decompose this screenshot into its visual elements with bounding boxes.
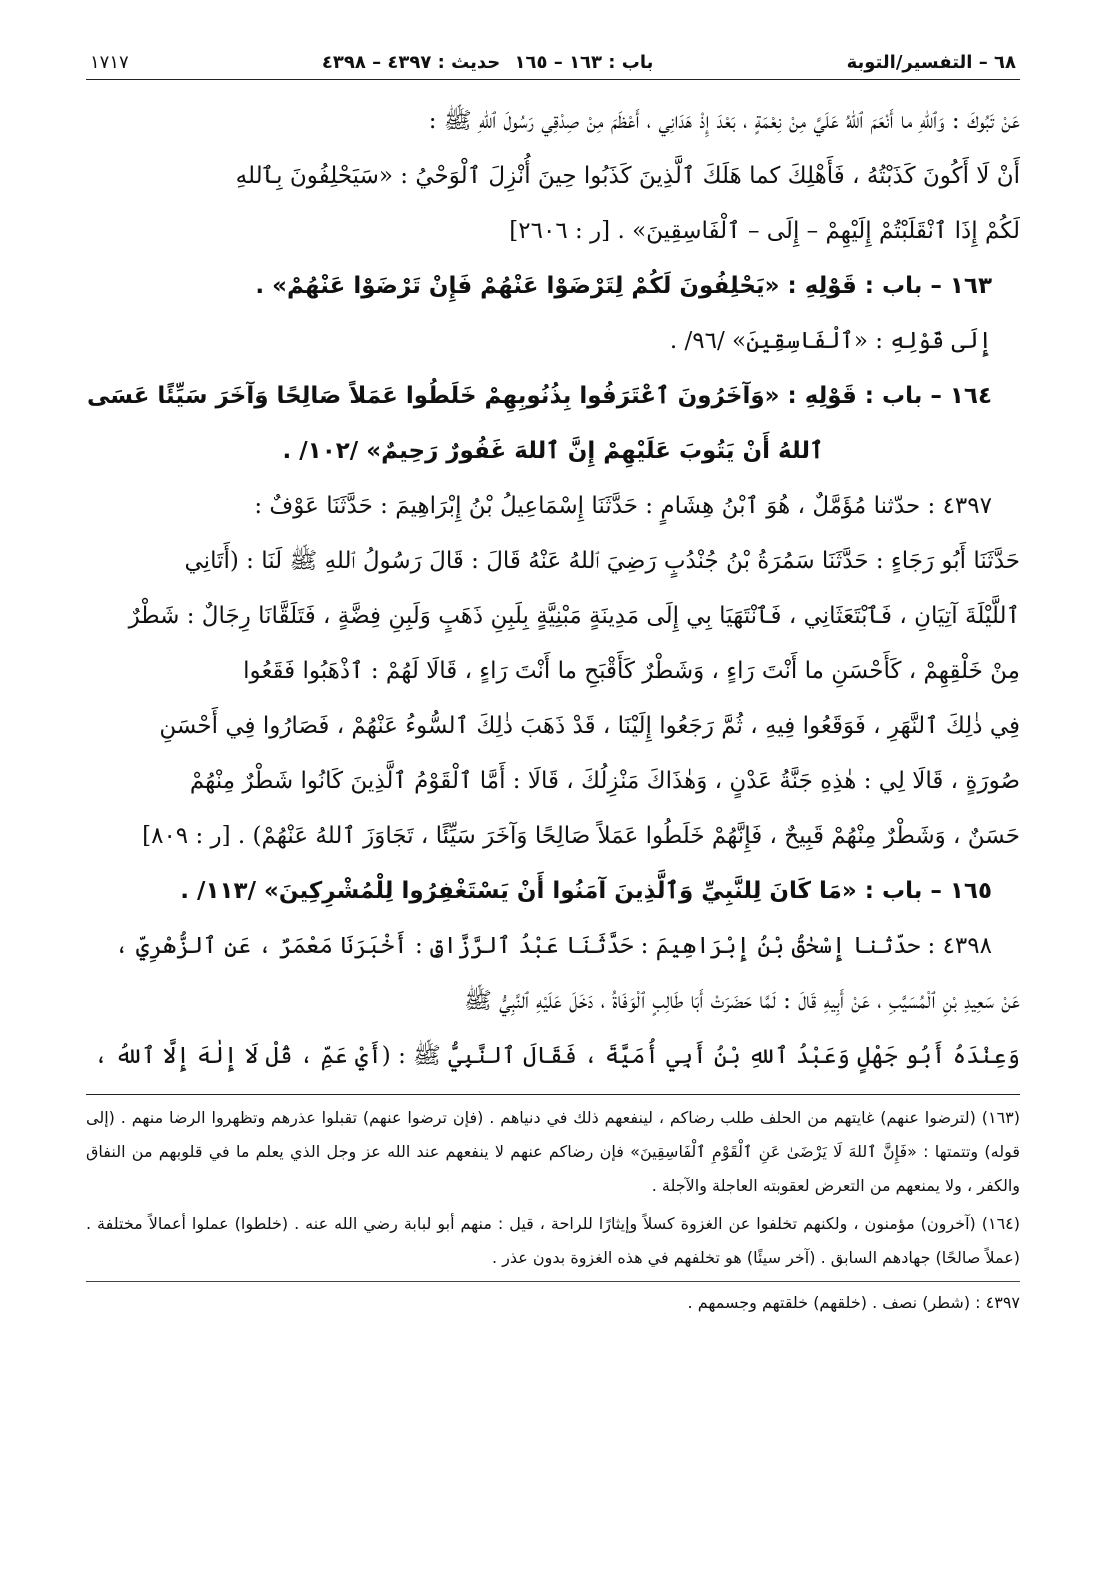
footnote-163: (١٦٣) (لترضوا عنهم) غايتهم من الحلف طلب رضاكم ، لينفعهم ذلك في دنياهم . (فإن ترضوا عنهم) تقبلوا عذرهم وتظهروا الرضا منهم . (إلى قوله) وتتمتها : «فَإِنَّ ٱللهَ لَا يَرْضَىٰ عَنِ ٱلْقَوْمِ ٱلْفَاسِقِينَ» فإن رضاكم عنهم لا ينفعهم عند الله عز وجل الذي يعلم ما في قلوبهم من النفاق والكفر ، ولا يمنعهم من التعرض لعقوبته العاجلة والآجلة . bbox=[86, 1108, 1020, 1195]
chapter-subheading-163: إِلَى قَوْلِهِ : «ٱلْفَاسِقِينَ» /٩٦/ . bbox=[669, 328, 992, 354]
hadith-line: ٤٣٩٧ : حدّثنا مُؤَمَّلٌ ، هُوَ ٱبْنُ هِشَامٍ : حَدَّثَنَا إِسْمَاعِيلُ بْنُ إِبْرَاهِيمَ : حَدَّثَنَا عَوْفٌ : bbox=[254, 493, 992, 519]
main-text bbox=[86, 94, 1020, 1084]
hadith-line: عَنْ سَعِيدِ بْنِ ٱلْمُسَيَّبِ ، عَنْ أَبِيهِ قَالَ : لَمَّا حَضَرَتْ أَبَا طَالِبٍ ٱلْوَفَاةُ ، دَخَلَ عَلَيْهِ ٱلنَّبِيُّ ﷺ bbox=[464, 988, 1020, 1014]
chapter-heading-163: ١٦٣ – باب : قَوْلِهِ : «يَحْلِفُونَ لَكُمْ لِتَرْضَوْا عَنْهُمْ فَإِنْ تَرْضَوْا عَنْهُمْ» . bbox=[255, 273, 992, 299]
header-divider bbox=[86, 79, 1020, 80]
chapter-heading-164: ١٦٤ – باب : قَوْلِهِ : «وَآخَرُونَ ٱعْتَرَفُوا بِذُنُوبِهِمْ خَلَطُوا عَمَلاً صَالِحًا وَآخَرَ سَيِّئًا عَسَى bbox=[87, 383, 992, 409]
text-line: لَكُمْ إِذَا ٱنْقَلَبْتُمْ إِلَيْهِمْ – إِلَى – ٱلْفَاسِقِينَ» . [ر : ٢٦٠٦] bbox=[509, 218, 1020, 244]
hadith-line: فِي ذٰلِكَ ٱلنَّهَرِ ، فَوَقَعُوا فِيهِ ، ثُمَّ رَجَعُوا إِلَيْنَا ، قَدْ ذَهَبَ ذٰلِكَ ٱلسُّوءُ عَنْهُمْ ، فَصَارُوا فِي أَحْسَنِ bbox=[159, 713, 1020, 739]
header-hadith: حديث : ٤٣٩٧ – ٤٣٩٨ bbox=[321, 52, 501, 73]
header-references bbox=[318, 52, 657, 73]
hadith-line: ٱللَّيْلَةَ آتِيَانِ ، فَٱبْتَعَثَانِي ، فَٱنْتَهَيَا بِي إِلَى مَدِينَةٍ مَبْنِيَّةٍ بِلَبِنِ ذَهَبٍ وَلَبِنِ فِضَّةٍ ، فَتَلَقَّانَا رِجَالٌ : شَطْرٌ bbox=[128, 603, 1020, 629]
hadith-line: حَسَنٌ ، وَشَطْرٌ مِنْهُمْ قَبِيحٌ ، فَإِنَّهُمْ خَلَطُوا عَمَلاً صَالِحًا وَآخَرَ سَيِّئًا ، تَجَاوَزَ ٱللهُ عَنْهُمْ) . [ر : ٨٠٩] bbox=[142, 823, 1020, 849]
chapter-heading-165: ١٦٥ – باب : «مَا كَانَ لِلنَّبِيِّ وَٱلَّذِينَ آمَنُوا أَنْ يَسْتَغْفِرُوا لِلْمُشْرِكِينَ» /١١٣/ . bbox=[180, 878, 992, 904]
running-header bbox=[86, 52, 1020, 79]
page-number: ١٧١٧ bbox=[90, 52, 129, 73]
header-section: ٦٨ – التفسير/التوبة bbox=[846, 52, 1016, 73]
text-line: عَنْ تَبُوكَ : وَٱللهِ ما أَنْعَمَ ٱللهُ عَلَيَّ مِنْ نِعْمَةٍ ، بَعْدَ إِذْ هَدَانِي ، أَعْظَمَ مِنْ صِدْقِي رَسُولَ ٱللهِ ﷺ : bbox=[428, 108, 1020, 134]
footnotes bbox=[86, 1101, 1020, 1320]
hadith-line: ٤٣٩٨ : حدّثنا إِسْحٰقُ بْنُ إِبْرَاهِيمَ : حَدَّثَنَا عَبْدُ ٱلرَّزَّاقِ : أَخْبَرَنَا مَعْمَرٌ ، عَنِ ٱلزُّهْرِيِّ ، bbox=[115, 933, 992, 959]
hadith-line: وَعِنْدَهُ أَبُو جَهْلٍ وَعَبْدُ ٱللهِ بْنُ أَبِي أُمَيَّةَ ، فَقَالَ ٱلنَّبِيُّ ﷺ : (أَيْ عَمِّ ، قُلْ لَا إِلٰهَ إِلَّا ٱللهُ ، bbox=[94, 1043, 1020, 1069]
footnote-separator bbox=[86, 1281, 1020, 1282]
header-chapter: باب : ١٦٣ – ١٦٥ bbox=[514, 52, 654, 73]
chapter-heading-164-cont: ٱللهُ أَنْ يَتُوبَ عَلَيْهِمْ إِنَّ ٱللهَ غَفُورٌ رَحِيمٌ» /١٠٢/ . bbox=[282, 438, 824, 464]
footnote-divider bbox=[86, 1094, 1020, 1095]
hadith-line: مِنْ خَلْقِهِمْ ، كَأَحْسَنِ ما أَنْتَ رَاءٍ ، وَشَطْرٌ كَأَقْبَحِ ما أَنْتَ رَاءٍ ، قَالَا لَهُمْ : ٱذْهَبُوا فَقَعُوا bbox=[243, 658, 1020, 684]
text-line: أَنْ لَا أَكُونَ كَذَبْتُهُ ، فَأَهْلِكَ كما هَلَكَ ٱلَّذِينَ كَذَبُوا حِينَ أُنْزِلَ ٱلْوَحْيُ : «سَيَحْلِفُونَ بِٱللهِ bbox=[235, 163, 1020, 189]
book-page bbox=[86, 52, 1020, 1324]
footnote-164: (١٦٤) (آخرون) مؤمنون ، ولكنهم تخلفوا عن الغزوة كسلاً وإيثارًا للراحة ، قيل : منهم أبو لبابة رضي الله عنه . (خلطوا) عملوا أعمالاً مختلفة . (عملاً صالحًا) جهادهم السابق . (آخر سيئًا) هو تخلفهم في هذه الغزوة بدون عذر . bbox=[86, 1214, 1020, 1267]
footnote-4397: ٤٣٩٧ : (شطر) نصف . (خلقهم) خلقتهم وجسمهم . bbox=[687, 1293, 1020, 1312]
hadith-line: حَدَّثَنَا أَبُو رَجَاءٍ : حَدَّثَنَا سَمُرَةُ بْنُ جُنْدُبٍ رَضِيَ ٱللهُ عَنْهُ قَالَ : قَالَ رَسُولُ ٱللهِ ﷺ لَنَا : (أَتَانِي bbox=[184, 548, 1020, 574]
hadith-line: صُورَةٍ ، قَالَا لِي : هٰذِهِ جَنَّةُ عَدْنٍ ، وَهٰذَاكَ مَنْزِلُكَ ، قَالَا : أَمَّا ٱلْقَوْمُ ٱلَّذِينَ كَانُوا شَطْرٌ مِنْهُمْ bbox=[189, 768, 1020, 794]
